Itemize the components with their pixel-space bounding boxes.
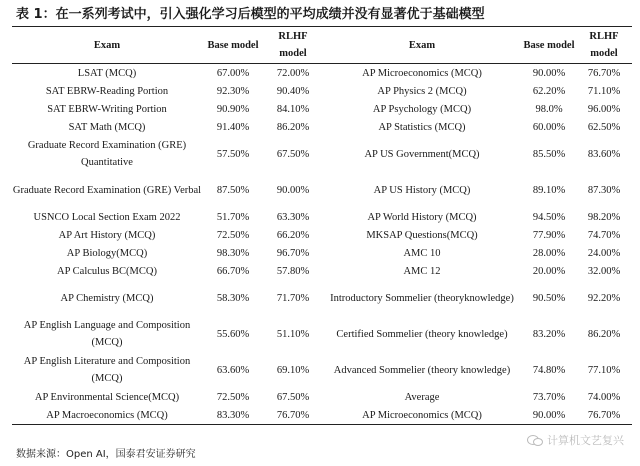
left-exam-cell: SAT EBRW-Writing Portion — [47, 103, 167, 115]
left-base-cell: 83.30% — [216, 409, 250, 421]
right-exam-cell: AP Physics 2 (MCQ) — [377, 85, 467, 97]
right-exam-cell: AP Microeconomics (MCQ) — [362, 67, 482, 79]
table-body — [12, 64, 632, 425]
right-exam-cell: Introductory Sommelier (theoryknowledge) — [330, 292, 514, 304]
left-base-cell: 51.70% — [216, 211, 250, 223]
table-caption: 表 1：在一系列考试中，引入强化学习后模型的平均成绩并没有显著优于基础模型 — [16, 7, 485, 22]
right-rlhf-cell: 86.20% — [587, 328, 621, 340]
right-rlhf-cell: 87.30% — [587, 184, 621, 196]
left-rlhf-cell: 76.70% — [276, 409, 310, 421]
table-row — [12, 352, 632, 388]
right-rlhf-cell: 76.70% — [587, 67, 621, 79]
table-row — [12, 280, 632, 316]
table-row — [12, 262, 632, 280]
right-rlhf-cell: 83.60% — [587, 148, 621, 160]
left-base-cell: 66.70% — [216, 265, 250, 277]
right-exam-cell: AP Psychology (MCQ) — [372, 103, 472, 115]
left-base-cell: 63.60% — [216, 364, 250, 376]
watermark-text: 计算机文艺复兴 — [547, 434, 624, 447]
left-rlhf-cell: 72.00% — [276, 67, 310, 79]
right-exam-cell: AP US History (MCQ) — [373, 184, 471, 196]
left-base-cell: 98.30% — [216, 247, 250, 259]
right-base-cell: 90.00% — [532, 409, 566, 421]
left-rlhf-cell: 67.50% — [276, 148, 310, 160]
header-base-left: Base model — [207, 39, 259, 51]
right-exam-cell: Average — [404, 391, 440, 403]
watermark — [527, 432, 624, 448]
left-base-cell: 72.50% — [216, 391, 250, 403]
right-base-cell: 94.50% — [532, 211, 566, 223]
right-base-cell: 89.10% — [532, 184, 566, 196]
left-exam-cell: AP Art History (MCQ) — [58, 229, 156, 241]
exam-comparison-table — [12, 26, 632, 425]
left-rlhf-cell: 51.10% — [276, 328, 310, 340]
table-row — [12, 118, 632, 136]
right-rlhf-cell: 71.10% — [587, 85, 621, 97]
header-rlhf-left: RLHF model — [278, 31, 308, 59]
right-base-cell: 85.50% — [532, 148, 566, 160]
left-rlhf-cell: 84.10% — [276, 103, 310, 115]
left-rlhf-cell: 67.50% — [276, 391, 310, 403]
right-rlhf-cell: 77.10% — [587, 364, 621, 376]
right-base-cell: 77.90% — [532, 229, 566, 241]
left-base-cell: 55.60% — [216, 328, 250, 340]
left-exam-cell: Graduate Record Examination (GRE) Verbal — [12, 184, 202, 196]
table-row — [12, 406, 632, 425]
right-exam-cell: AMC 12 — [403, 265, 441, 277]
right-exam-cell: AP Statistics (MCQ) — [378, 121, 466, 133]
left-rlhf-cell: 66.20% — [276, 229, 310, 241]
left-exam-cell: AP English Language and Composition (MCQ) — [23, 320, 191, 348]
left-exam-cell: SAT EBRW-Reading Portion — [45, 85, 169, 97]
left-exam-cell: AP Chemistry (MCQ) — [60, 292, 154, 304]
left-base-cell: 92.30% — [216, 85, 250, 97]
right-rlhf-cell: 92.20% — [587, 292, 621, 304]
data-source: 数据来源：Open AI，国泰君安证券研究 — [16, 449, 196, 460]
left-base-cell: 58.30% — [216, 292, 250, 304]
right-base-cell: 74.80% — [532, 364, 566, 376]
left-rlhf-cell: 69.10% — [276, 364, 310, 376]
right-base-cell: 73.70% — [532, 391, 566, 403]
left-exam-cell: SAT Math (MCQ) — [68, 121, 146, 133]
left-rlhf-cell: 57.80% — [276, 265, 310, 277]
right-base-cell: 62.20% — [532, 85, 566, 97]
right-base-cell: 90.50% — [532, 292, 566, 304]
left-exam-cell: AP Macroeconomics (MCQ) — [46, 409, 168, 421]
right-rlhf-cell: 96.00% — [587, 103, 621, 115]
left-base-cell: 90.90% — [216, 103, 250, 115]
header-exam-right: Exam — [408, 39, 436, 51]
right-rlhf-cell: 74.00% — [587, 391, 621, 403]
left-rlhf-cell: 71.70% — [276, 292, 310, 304]
right-exam-cell: AP World History (MCQ) — [367, 211, 477, 223]
left-exam-cell: AP Calculus BC(MCQ) — [57, 265, 157, 277]
header-base-right: Base model — [523, 39, 575, 51]
wechat-icon — [527, 434, 543, 446]
left-base-cell: 91.40% — [216, 121, 250, 133]
right-exam-cell: AP Microeconomics (MCQ) — [362, 409, 482, 421]
table-row — [12, 172, 632, 208]
right-exam-cell: AMC 10 — [403, 247, 441, 259]
left-rlhf-cell: 63.30% — [276, 211, 310, 223]
left-exam-cell: AP English Literature and Composition (MCQ) — [23, 356, 191, 384]
table-row — [12, 388, 632, 406]
right-base-cell: 28.00% — [532, 247, 566, 259]
left-rlhf-cell: 86.20% — [276, 121, 310, 133]
right-base-cell: 98.0% — [535, 103, 563, 115]
right-exam-cell: MKSAP Questions(MCQ) — [366, 229, 478, 241]
left-exam-cell: Graduate Record Examination (GRE) Quantitative — [27, 140, 187, 168]
left-exam-cell: AP Biology(MCQ) — [66, 247, 148, 259]
table-header — [12, 27, 632, 64]
left-rlhf-cell: 96.70% — [276, 247, 310, 259]
table-row — [12, 226, 632, 244]
right-base-cell: 20.00% — [532, 265, 566, 277]
right-base-cell: 83.20% — [532, 328, 566, 340]
left-rlhf-cell: 90.40% — [276, 85, 310, 97]
left-exam-cell: USNCO Local Section Exam 2022 — [33, 211, 181, 223]
table-row — [12, 64, 632, 83]
right-base-cell: 60.00% — [532, 121, 566, 133]
left-base-cell: 67.00% — [216, 67, 250, 79]
right-exam-cell: AP US Government(MCQ) — [364, 148, 480, 160]
right-rlhf-cell: 32.00% — [587, 265, 621, 277]
right-rlhf-cell: 76.70% — [587, 409, 621, 421]
right-rlhf-cell: 98.20% — [587, 211, 621, 223]
right-rlhf-cell: 24.00% — [587, 247, 621, 259]
left-base-cell: 72.50% — [216, 229, 250, 241]
right-rlhf-cell: 62.50% — [587, 121, 621, 133]
left-base-cell: 87.50% — [216, 184, 250, 196]
right-exam-cell: Advanced Sommelier (theory knowledge) — [333, 364, 511, 376]
table-row — [12, 100, 632, 118]
left-base-cell: 57.50% — [216, 148, 250, 160]
header-exam-left: Exam — [93, 39, 121, 51]
left-exam-cell: LSAT (MCQ) — [77, 67, 137, 79]
table-row — [12, 244, 632, 262]
table-row — [12, 136, 632, 172]
table-row — [12, 82, 632, 100]
left-rlhf-cell: 90.00% — [276, 184, 310, 196]
left-exam-cell: AP Environmental Science(MCQ) — [34, 391, 180, 403]
header-rlhf-right: RLHF model — [589, 31, 619, 59]
right-rlhf-cell: 74.70% — [587, 229, 621, 241]
table-row — [12, 208, 632, 226]
right-exam-cell: Certified Sommelier (theory knowledge) — [336, 328, 508, 340]
table-row — [12, 316, 632, 352]
right-base-cell: 90.00% — [532, 67, 566, 79]
